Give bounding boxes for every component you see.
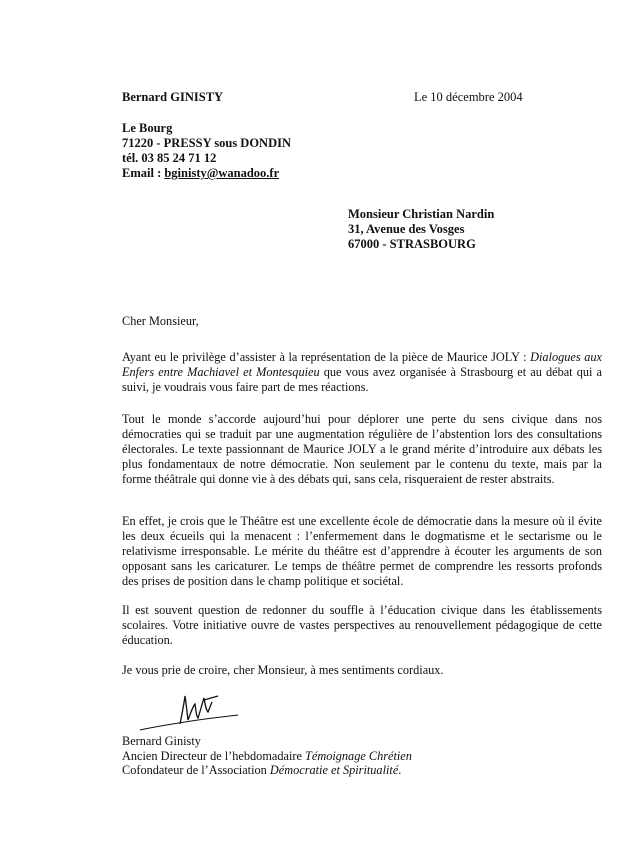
handwritten-signature: [138, 690, 248, 736]
sender-email-link[interactable]: bginisty@wanadoo.fr: [164, 166, 280, 180]
salutation: Cher Monsieur,: [122, 314, 199, 328]
sender-address-line1: Le Bourg: [122, 121, 173, 135]
spacer: [122, 105, 291, 121]
signatory-title-1: [122, 749, 412, 764]
sender-phone: tél. 03 85 24 71 12: [122, 151, 217, 165]
signature-block: [122, 734, 412, 778]
closing-formula: Je vous prie de croire, cher Monsieur, à mes sentiments cordiaux.: [122, 663, 444, 677]
title-2-period: .: [398, 763, 402, 777]
paragraph-3: En effet, je crois que le Théâtre est une excellente école de démocratie dans la mesure où il évite les deux écueils qui la menacent : l’enfermement dans le dogmatisme et le sectarisme ou le relativisme irresponsable. Le mérite du théâtre est d’apprendre à écouter les arguments de son opposant sans les caricaturer. Le temps de théâtre permet de comprendre les ressorts profonds des prises de position dans le champ politique et sociétal.: [122, 514, 602, 588]
recipient-name: Monsieur Christian Nardin: [348, 207, 495, 221]
letter-date: Le 10 décembre 2004: [414, 90, 523, 104]
recipient-street: 31, Avenue des Vosges: [348, 222, 465, 236]
sender-email-label: Email :: [122, 166, 165, 180]
recipient-city: 67000 - STRASBOURG: [348, 237, 476, 251]
paragraph-4: Il est souvent question de redonner du souffle à l’éducation civique dans les établissements scolaires. Votre initiative ouvre de vastes perspectives au renouvellement pédagogique de cette éducation.: [122, 603, 602, 647]
signatory-title-2: [122, 763, 412, 778]
signatory-name: Bernard Ginisty: [122, 734, 201, 748]
association-name: Démocratie et Spiritualité: [269, 763, 399, 777]
play-title: Dialogues aux Enfers entre Machiavel et Montesquieu: [122, 350, 602, 379]
sender-block: [122, 90, 291, 181]
paragraph-1-text-end: que vous avez organisée à Strasbourg et au débat qui a suivi, je voudrais vous faire part de mes réactions.: [122, 365, 602, 394]
paragraph-2: Tout le monde s’accorde aujourd’hui pour déplorer une perte du sens civique dans nos démocraties qui se traduit par une augmentation régulière de l’abstention lors des consultations électorales. Le texte passionnant de Maurice JOLY a le grand mérite d’introduire aux débats les plus fondamentaux de notre démocratie. Non seulement par le contenu du texte, mais par la forme théâtrale qui donne vie à des débats qui, sans cela, risqueraient de rester abstraits.: [122, 412, 602, 486]
title-2-text: Cofondateur de l’Association: [122, 763, 270, 777]
sender-name: Bernard GINISTY: [122, 90, 224, 104]
sender-email-line: [122, 166, 291, 181]
paragraph-1: [122, 350, 602, 395]
sender-address-line2: 71220 - PRESSY sous DONDIN: [122, 136, 292, 150]
title-1-text: Ancien Directeur de l’hebdomadaire: [122, 748, 306, 763]
recipient-block: [348, 207, 494, 252]
newspaper-name: Témoignage Chrétien: [305, 748, 412, 763]
paragraph-1-text: Ayant eu le privilège d’assister à la représentation de la pièce de Maurice JOLY :: [122, 350, 531, 364]
